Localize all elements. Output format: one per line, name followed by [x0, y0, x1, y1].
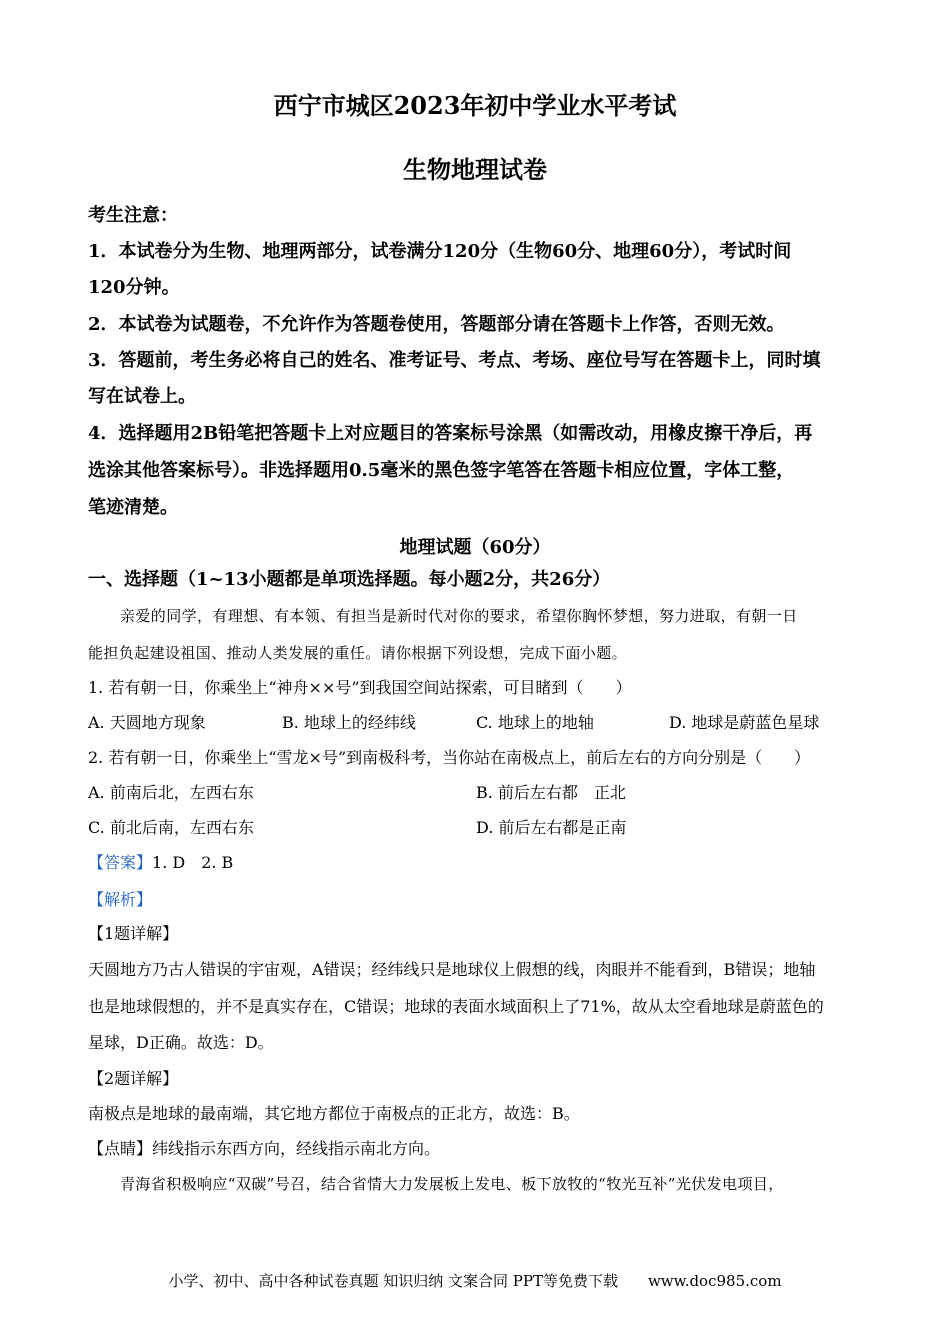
q1-option-d: D. 地球是蔚蓝色星球	[669, 713, 820, 732]
notice-item-3-line-1: 3．答题前，考生务必将自己的姓名、准考证号、考点、考场、座位号写在答题卡上，同时填	[88, 350, 821, 371]
notice-item-3-line-2: 写在试卷上。	[88, 386, 196, 407]
q1-option-c: C. 地球上的地轴	[476, 713, 594, 732]
passage1-line-2: 能担负起建设祖国、推动人类发展的重任。请你根据下列设想，完成下面小题。	[88, 644, 628, 662]
q1-option-b: B. 地球上的经纬线	[282, 713, 416, 732]
answer-line	[88, 851, 868, 875]
tip-text: 纬线指示东西方向，经线指示南北方向。	[152, 1139, 441, 1158]
tip-label: 【点睛】	[88, 1139, 153, 1158]
notice-item-2: 2．本试卷为试题卷，不允许作为答题卷使用，答题部分请在答题卡上作答，否则无效。	[88, 314, 785, 335]
passage1-line-1: 亲爱的同学，有理想、有本领、有担当是新时代对你的要求，希望你胸怀梦想，努力进取，有朝一日	[120, 607, 798, 625]
detail-2-label: 【2题详解】	[88, 1069, 179, 1088]
notice-item-1-line-2: 120分钟。	[88, 277, 180, 298]
notice-item-4-line-1: 4．选择题用2B铅笔把答题卡上对应题目的答案标号涂黑（如需改动，用橡皮擦干净后，再	[88, 423, 813, 444]
q2-option-d: D. 前后左右都是正南	[476, 818, 627, 837]
q2-stem: 2. 若有朝一日，你乘坐上“雪龙×号”到南极科考，当你站在南极点上，前后左右的方向分别是（ ）	[88, 748, 811, 767]
q1-stem: 1. 若有朝一日，你乘坐上“神舟××号”到我国空间站探索，可目睹到（ ）	[88, 678, 632, 697]
answer-label: 【答案】	[88, 853, 153, 872]
detail-1-label: 【1题详解】	[88, 924, 179, 943]
notice-item-4-line-3: 笔迹清楚。	[88, 497, 178, 518]
passage2-line-1: 青海省积极响应“双碳”号召，结合省情大力发展板上发电、板下放牧的“牧光互补”光伏发电项目，	[120, 1175, 784, 1193]
tip-line	[88, 1137, 868, 1161]
notice-heading: 考生注意：	[88, 205, 178, 226]
exam-subtitle: 生物地理试卷	[403, 155, 547, 184]
detail-1-line-1: 天圆地方乃古人错误的宇宙观，A错误；经纬线只是地球仪上假想的线，肉眼并不能看到，B错误；地轴	[88, 960, 816, 979]
analysis-label: 【解析】	[88, 890, 153, 909]
answer-value: 1. D 2. B	[152, 853, 234, 872]
notice-item-1-line-1: 1．本试卷分为生物、地理两部分，试卷满分120分（生物60分、地理60分），考试时间	[88, 241, 792, 262]
q2-option-a: A. 前南后北，左西右东	[88, 783, 254, 802]
part1-heading: 一、选择题（1~13小题都是单项选择题。每小题2分，共26分）	[88, 569, 611, 590]
q2-option-c: C. 前北后南，左西右东	[88, 818, 254, 837]
q2-option-b: B. 前后左右都 正北	[476, 783, 626, 802]
detail-1-line-2: 也是地球假想的，并不是真实存在，C错误；地球的表面水域面积上了71%，故从太空看地球是蔚蓝色的	[88, 997, 824, 1016]
section-title: 地理试题（60分）	[399, 537, 551, 558]
page-footer: 小学、初中、高中各种试卷真题 知识归纳 文案合同 PPT等免费下载 www.doc985.com	[168, 1272, 782, 1290]
notice-item-4-line-2: 选涂其他答案标号）。非选择题用0.5毫米的黑色签字笔答在答题卡相应位置，字体工整，	[88, 460, 795, 481]
detail-1-line-3: 星球，D正确。故选：D。	[88, 1033, 274, 1052]
detail-2-text: 南极点是地球的最南端，其它地方都位于南极点的正北方，故选：B。	[88, 1104, 580, 1123]
q1-option-a: A. 天圆地方现象	[88, 713, 206, 732]
exam-title: 西宁市城区2023年初中学业水平考试	[273, 91, 677, 120]
